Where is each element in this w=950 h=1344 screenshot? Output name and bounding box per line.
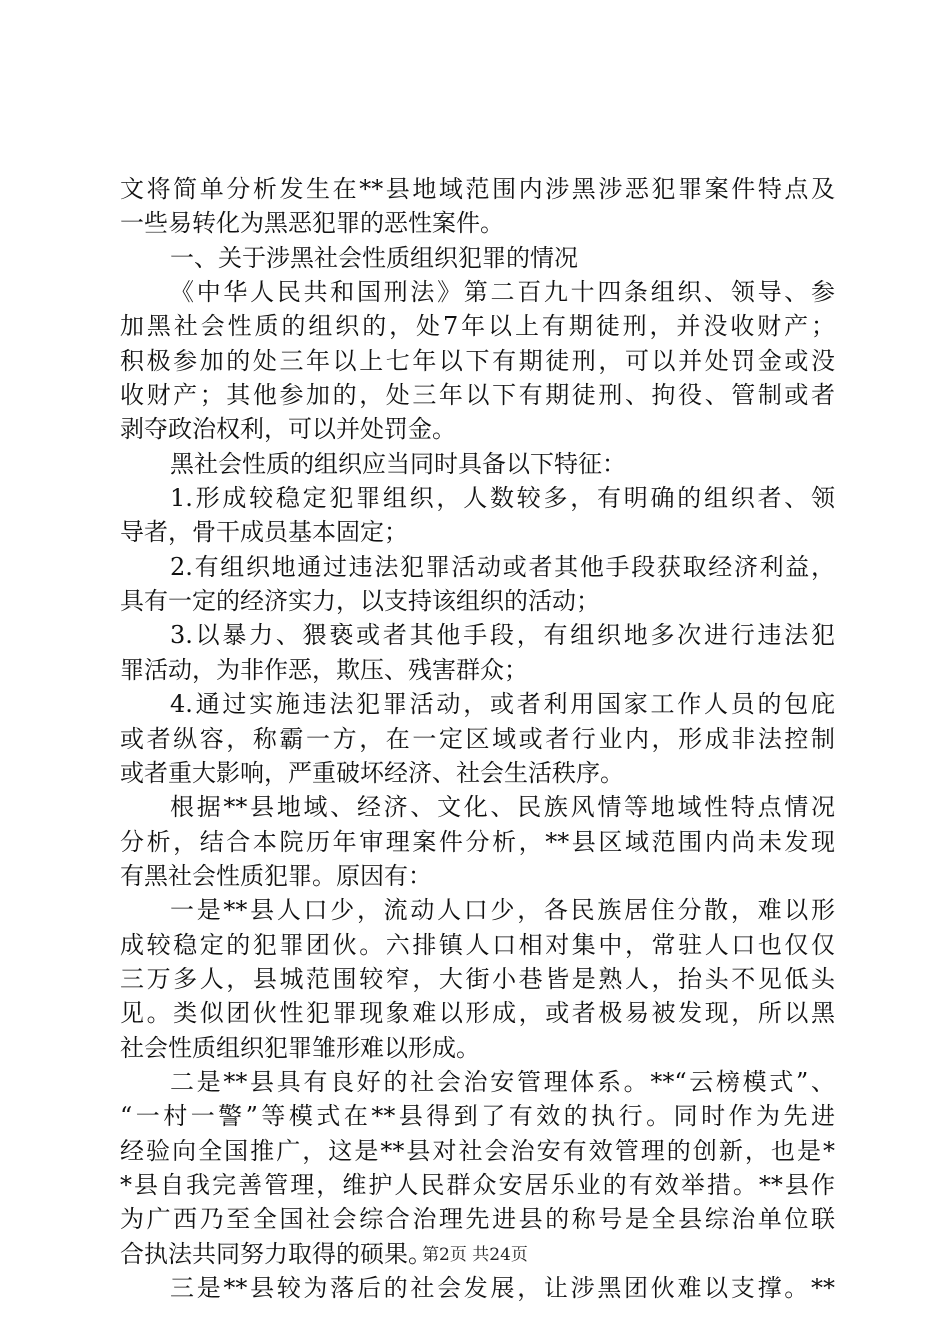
text-line: 罪活动，为非作恶，欺压、残害群众； [120, 655, 528, 684]
text-line: 黑社会性质的组织应当同时具备以下特征： [170, 449, 626, 478]
text-line: 分析，结合本院历年审理案件分析，**县区域范围内尚未发现 [120, 827, 835, 856]
text-line: 成较稳定的犯罪团伙。六排镇人口相对集中，常驻人口也仅仅 [120, 930, 835, 959]
text-line: 收财产；其他参加的，处三年以下有期徒刑、拘役、管制或者 [120, 381, 835, 410]
text-line: 一是**县人口少，流动人口少，各民族居住分散，难以形 [170, 896, 835, 925]
text-line: 或者纵容，称霸一方，在一定区域或者行业内，形成非法控制 [120, 724, 835, 753]
text-line: 社会性质组织犯罪雏形难以形成。 [120, 1033, 480, 1062]
text-line: 3.以暴力、猥亵或者其他手段，有组织地多次进行违法犯 [170, 621, 835, 650]
text-line: 为广西乃至全国社会综合治理先进县的称号是全县综治单位联 [120, 1205, 835, 1234]
text-line: 具有一定的经济实力，以支持该组织的活动； [120, 587, 600, 616]
text-line: 《中华人民共和国刑法》第二百九十四条组织、领导、参 [170, 278, 835, 307]
text-line: 4.通过实施违法犯罪活动，或者利用国家工作人员的包庇 [170, 690, 835, 719]
text-line: 合执法共同努力取得的硕果。 [120, 1239, 432, 1268]
text-line: 或者重大影响，严重破坏经济、社会生活秩序。 [120, 758, 624, 787]
text-line: “一村一警”等模式在**县得到了有效的执行。同时作为先进 [120, 1102, 835, 1131]
text-line: 一、关于涉黑社会性质组织犯罪的情况 [170, 243, 578, 272]
text-line: 文将简单分析发生在**县地域范围内涉黑涉恶犯罪案件特点及 [120, 175, 835, 203]
text-line: 二是**县具有良好的社会治安管理体系。**“云榜模式”、 [170, 1067, 835, 1096]
text-line: 导者，骨干成员基本固定； [120, 518, 408, 547]
text-line: 经验向全国推广，这是**县对社会治安有效管理的创新，也是* [120, 1136, 835, 1165]
text-line: 有黑社会性质犯罪。原因有： [120, 861, 432, 890]
text-line: 见。类似团伙性犯罪现象难以形成，或者极易被发现，所以黑 [120, 999, 835, 1028]
text-line: 剥夺政治权利，可以并处罚金。 [120, 415, 456, 444]
text-line: 根据**县地域、经济、文化、民族风情等地域性特点情况 [170, 793, 835, 822]
text-line: 积极参加的处三年以上七年以下有期徒刑，可以并处罚金或没 [120, 346, 835, 375]
text-line: *县自我完善管理，维护人民群众安居乐业的有效举措。**县作 [120, 1170, 835, 1199]
text-line: 一些易转化为黑恶犯罪的恶性案件。 [120, 209, 504, 238]
text-line: 三是**县较为落后的社会发展，让涉黑团伙难以支撑。** [170, 1274, 835, 1302]
text-line: 2.有组织地通过违法犯罪活动或者其他手段获取经济利益， [170, 552, 835, 581]
text-line: 1.形成较稳定犯罪组织，人数较多，有明确的组织者、领 [170, 484, 835, 513]
document-body [120, 172, 835, 1305]
text-line: 加黑社会性质的组织的，处7年以上有期徒刑，并没收财产； [120, 312, 835, 341]
text-line: 三万多人，县城范围较窄，大街小巷皆是熟人，抬头不见低头 [120, 964, 835, 993]
page-footer: 第2页 共24页 [422, 1245, 528, 1265]
